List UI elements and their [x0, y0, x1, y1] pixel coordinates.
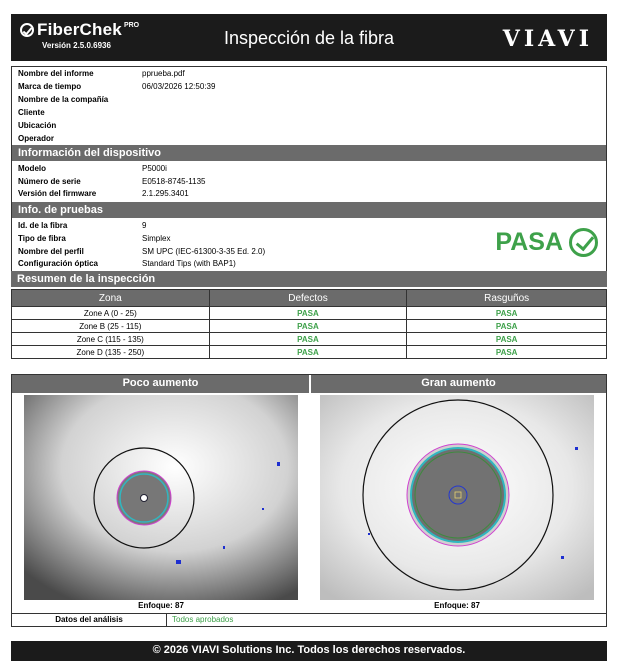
- info-label: Ubicación: [18, 121, 57, 130]
- info-value: pprueba.pdf: [142, 69, 185, 78]
- info-label: Operador: [18, 134, 55, 143]
- device-label: Modelo: [18, 164, 46, 173]
- device-label: Versión del firmware: [18, 189, 97, 198]
- info-value: 06/03/2026 12:50:39: [142, 82, 216, 91]
- test-label: Configuración óptica: [18, 259, 98, 268]
- zone-cell: Zone C (115 - 135): [12, 333, 210, 346]
- analysis-value: Todos aprobados: [172, 615, 234, 624]
- test-value: Standard Tips (with BAP1): [142, 259, 236, 268]
- table-header-row: [12, 290, 607, 307]
- device-label: Número de serie: [18, 177, 81, 186]
- zone-cell: Zone D (135 - 250): [12, 346, 210, 359]
- app-name: FiberChek: [37, 20, 122, 39]
- overall-result: [495, 228, 598, 257]
- test-label: Nombre del perfil: [18, 247, 84, 256]
- copyright-footer: © 2026 VIAVI Solutions Inc. Todos los derechos reservados.: [11, 641, 607, 661]
- table-row: [12, 320, 607, 333]
- device-section-title: Información del dispositivo: [12, 145, 606, 161]
- scratches-cell: PASA: [407, 346, 607, 359]
- info-label: Marca de tiempo: [18, 82, 82, 91]
- device-value: 2.1.295.3401: [142, 189, 189, 198]
- device-value: E0518-8745-1135: [142, 177, 206, 186]
- column-header: Defectos: [209, 290, 407, 307]
- test-value: 9: [142, 221, 147, 230]
- scratches-cell: PASA: [407, 307, 607, 320]
- test-value: Simplex: [142, 234, 171, 243]
- analysis-data-row: [11, 613, 607, 627]
- scratches-cell: PASA: [407, 320, 607, 333]
- high-magnification-image: [320, 395, 594, 600]
- pass-check-icon: [569, 228, 598, 257]
- viavi-logo: VIAVI: [502, 26, 593, 52]
- app-edition: PRO: [123, 21, 140, 29]
- test-section-title: Info. de pruebas: [12, 202, 606, 218]
- page-title: Inspección de la fibra: [223, 28, 395, 48]
- test-label: Id. de la fibra: [18, 221, 68, 230]
- defects-cell: PASA: [209, 320, 407, 333]
- app-version: Versión 2.5.0.6936: [42, 41, 111, 50]
- info-label: Cliente: [18, 108, 45, 117]
- table-row: [12, 333, 607, 346]
- report-details: [11, 66, 607, 272]
- low-magnification-focus: Enfoque: 87: [138, 601, 184, 610]
- info-label: Nombre del informe: [18, 69, 94, 78]
- table-row: [12, 307, 607, 320]
- low-magnification-image: [24, 395, 298, 600]
- scratches-cell: PASA: [407, 333, 607, 346]
- analysis-divider: [166, 614, 167, 626]
- defects-cell: PASA: [209, 346, 407, 359]
- high-magnification-focus: Enfoque: 87: [434, 601, 480, 610]
- report-header: [11, 14, 607, 61]
- defects-cell: PASA: [209, 307, 407, 320]
- table-row: [12, 346, 607, 359]
- zone-cell: Zone A (0 - 25): [12, 307, 210, 320]
- device-value: P5000i: [142, 164, 167, 173]
- test-value: SM UPC (IEC-61300-3-35 Ed. 2.0): [142, 247, 266, 256]
- column-header: Rasguños: [407, 290, 607, 307]
- inspection-summary-table: [11, 289, 607, 359]
- zone-cell: Zone B (25 - 115): [12, 320, 210, 333]
- summary-section-title: Resumen de la inspección: [11, 271, 607, 287]
- analysis-label: Datos del análisis: [55, 615, 123, 624]
- overall-result-label: PASA: [495, 228, 563, 256]
- high-magnification-title: Gran aumento: [311, 375, 606, 393]
- low-magnification-title: Poco aumento: [12, 375, 309, 393]
- column-header: Zona: [12, 290, 210, 307]
- defects-cell: PASA: [209, 333, 407, 346]
- test-label: Tipo de fibra: [18, 234, 66, 243]
- info-label: Nombre de la compañía: [18, 95, 109, 104]
- inspection-images: [11, 374, 607, 614]
